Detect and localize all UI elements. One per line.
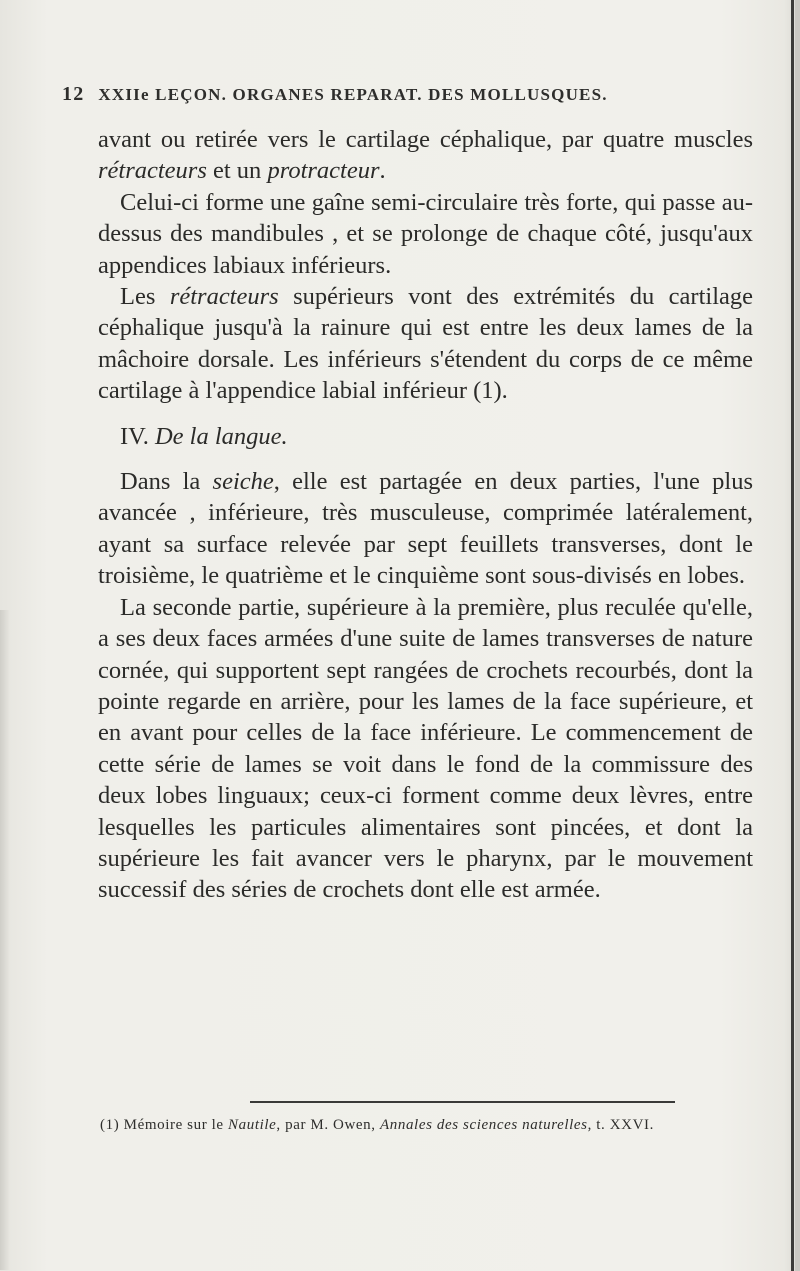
running-title: XXIIe LEÇON. ORGANES REPARAT. DES MOLLUSQUES. [98, 85, 608, 104]
page-shadow [0, 610, 10, 1270]
paragraph: avant ou retirée vers le cartilage céphalique, par quatre muscles rétracteurs et un protracteur. [98, 126, 753, 185]
body-text [98, 124, 753, 906]
footnote: (1) Mémoire sur le Nautile, par M. Owen, Annales des sciences naturelles, t. XXVI. [100, 1117, 654, 1133]
paragraph: Les rétracteurs supérieurs vont des extrémités du cartilage céphalique jusqu'à la rainure qui est entre les deux lames de la mâchoire dorsale. Les inférieurs s'étendent du corps de ce même cartilage à l'appendice labial inférieur (1). [98, 283, 754, 405]
paragraph: Celui-ci forme une gaîne semi-circulaire très forte, qui passe au-dessus des mandibules , et se prolonge de chaque côté, jusqu'aux appendices labiaux inférieurs. [98, 188, 753, 279]
page-number: 12 [62, 83, 85, 105]
running-header [62, 83, 752, 106]
section-heading: IV. De la langue. [120, 422, 288, 450]
book-binding-edge [795, 0, 800, 1271]
page-edge-line [791, 0, 794, 1271]
footnote-rule [250, 1101, 675, 1103]
paragraph: Dans la seiche, elle est partagée en deux parties, l'une plus avancée , inférieure, très musculeuse, comprimée latéralement, ayant sa surface relevée par sept feuillets transverses, dont le troisième, le quatrième et le cinquième sont sous-divisés en lobes. [98, 468, 753, 590]
paragraph: La seconde partie, supérieure à la première, plus reculée qu'elle, a ses deux faces armées d'une suite de lames transverses de nature cornée, qui supportent sept rangées de crochets recourbés, dont la pointe regarde en arrière, pour les lames de la face supérieure, et en avant pour celles de la face inférieure. Le commencement de cette série de lames se voit dans le fond de la commissure des deux lobes linguaux; ceux-ci forment comme deux lèvres, entre lesquelles les particules alimentaires sont pincées, et dont la supérieure les fait avancer vers le pharynx, par le mouvement successif des séries de crochets dont elle est armée. [98, 593, 753, 904]
